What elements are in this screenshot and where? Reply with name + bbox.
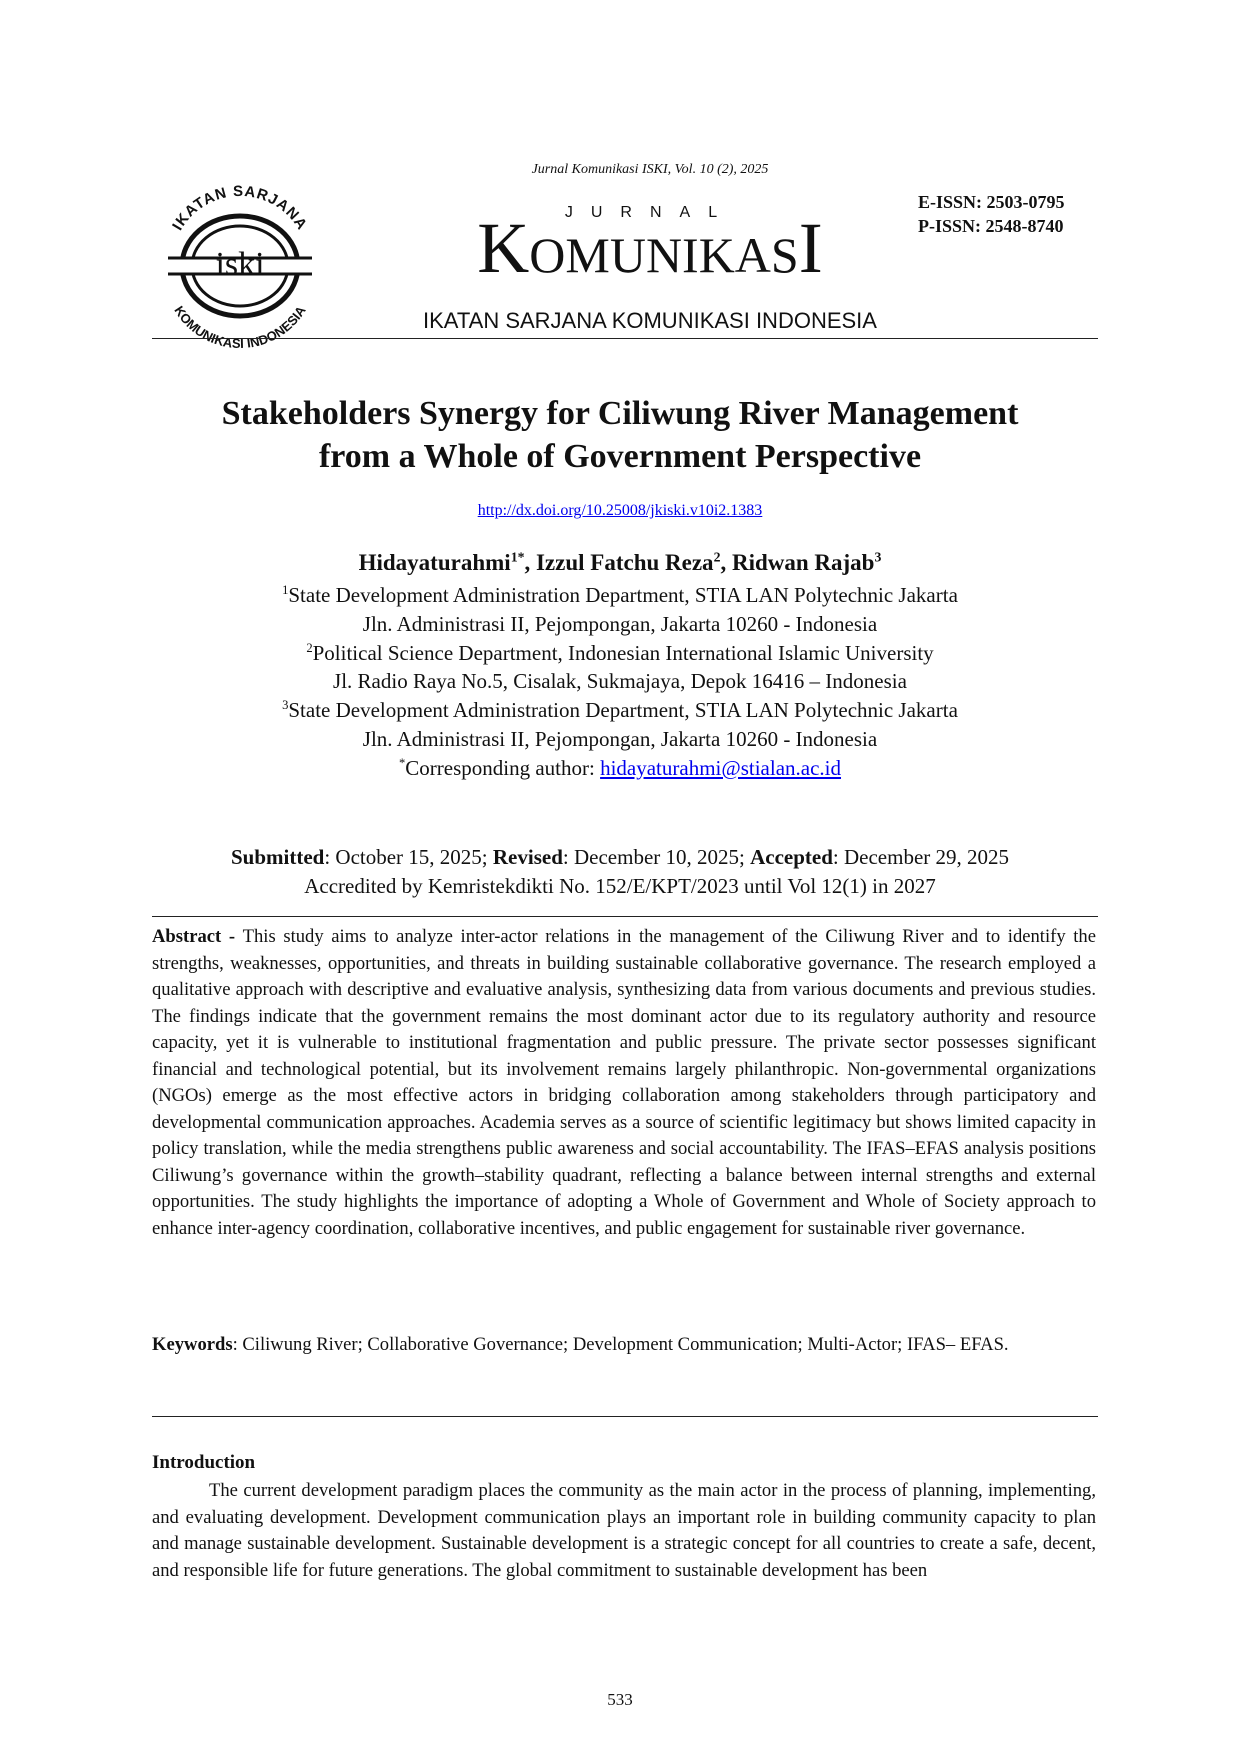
iski-logo <box>150 176 330 348</box>
logo-center-text: iski <box>215 246 265 283</box>
logo-top-arc-text: IKATAN SARJANA <box>169 182 311 234</box>
jurnal-wordmark: JURNAL <box>564 204 736 221</box>
corresponding-author: *Corresponding author: hidayaturahmi@stialan.ac.id <box>398 755 842 780</box>
author-list: Hidayaturahmi$^{1*}$, Izzul Fatchu Reza$^2$, Ridwan Rajab$^3$ <box>358 549 882 575</box>
abstract-bottom-divider <box>152 1416 1098 1417</box>
affiliation-line: Jln. Administrasi II, Pejompongan, Jakarta 10260 - Indonesia <box>362 611 878 636</box>
logo-bottom-arc-text: KOMUNIKASI INDONESIA <box>171 303 309 348</box>
abstract <box>152 924 1096 1242</box>
article-title <box>100 392 1140 478</box>
organization-name: IKATAN SARJANA KOMUNIKASI INDONESIA <box>423 308 877 333</box>
e-issn: E-ISSN: 2503-0795 <box>918 192 1065 212</box>
p-issn: P-ISSN: 2548-8740 <box>918 216 1064 236</box>
author-name: Hidayaturahmi$^{1*}$ <box>358 549 525 575</box>
author-name: Izzul Fatchu Reza$^2$ <box>535 549 721 575</box>
submission-dates: Submitted: October 15, 2025; Revised: December 10, 2025; Accepted: December 29, 2025 <box>230 845 1010 869</box>
issn-block <box>918 190 1065 238</box>
accreditation: Accredited by Kemristekdikti No. 152/E/KPT/2023 until Vol 12(1) in 2027 <box>304 874 936 898</box>
affiliation-line: $^3$State Development Administration Department, STIA LAN Polytechnic Jakarta <box>282 698 958 723</box>
title-line-2: from a Whole of Government Perspective <box>318 438 922 475</box>
affiliation-line: $^2$Political Science Department, Indonesian International Islamic University <box>306 640 934 665</box>
komunikasi-text: KOMUNIKASI <box>477 208 823 288</box>
keywords <box>152 1332 1096 1359</box>
header-divider <box>152 338 1098 339</box>
abstract-text: This study aims to analyze inter-actor relations in the management of the Ciliwung River and to identify the strengths, weaknesses, opportunities, and threats in building sustainable collaborative governance. The research employed a qualitative approach with descriptive and evaluative analysis, synthesizing data from various documents and previous studies. The findings indicate that the government remains the most dominant actor due to its regulatory authority and resource capacity, yet it is vulnerable to institutional fragmentation and public pressure. The private sector possesses significant financial and technological potential, but its involvement remains largely philanthropic. Non-governmental organizations (NGOs) emerge as the most effective actors in bridging collaboration among stakeholders through participatory and developmental communication approaches. Academia serves as a source of scientific legitimacy but shows limited capacity in policy translation, while the media strengthens public awareness and social accountability. The IFAS–EFAS analysis positions Ciliwung’s governance within the growth–stability quadrant, reflecting a balance between internal strengths and external opportunities. The study highlights the importance of adopting a Whole of Government and Whole of Society approach to enhance inter-agency coordination, collaborative incentives, and public engagement for sustainable river governance. <box>152 926 1096 1239</box>
author-name: Ridwan Rajab$^3$ <box>731 549 882 575</box>
keywords-label: Keywords <box>152 1334 233 1355</box>
page-number: 533 <box>607 1690 633 1709</box>
article-dates <box>100 843 1140 901</box>
corresponding-email-link[interactable]: hidayaturahmi@stialan.ac.id <box>600 755 842 780</box>
affiliation-line: Jl. Radio Raya No.5, Cisalak, Sukmajaya, Depok 16416 – Indonesia <box>333 669 907 694</box>
journal-citation-line: Jurnal Komunikasi ISKI, Vol. 10 (2), 2025 <box>531 162 769 177</box>
title-line-1: Stakeholders Synergy for Ciliwung River Management <box>221 395 1019 432</box>
affiliation-line: Jln. Administrasi II, Pejompongan, Jakarta 10260 - Indonesia <box>362 726 878 751</box>
abstract-label: Abstract - <box>152 926 243 947</box>
doi-link[interactable]: http://dx.doi.org/10.25008/jkiski.v10i2.1383 <box>477 502 763 519</box>
komunikasi-wordmark <box>420 208 880 288</box>
keywords-text: : Ciliwung River; Collaborative Governance; Development Communication; Multi-Actor; IFAS– EFAS. <box>232 1334 1009 1355</box>
affiliation-line: $^1$State Development Administration Department, STIA LAN Polytechnic Jakarta <box>282 583 958 607</box>
doi <box>100 502 1140 520</box>
introduction-text: The current development paradigm places the community as the main actor in the process of planning, implementing, and evaluating development. Development communication plays an important role in building community capacity to plan and manage sustainable development. Sustainable development is a strategic concept for all countries to create a safe, decent, and responsible life for future generations. The global commitment to sustainable development has been <box>152 1480 1096 1581</box>
affiliations <box>100 581 1140 783</box>
abstract-top-divider <box>152 916 1098 917</box>
introduction-heading: Introduction <box>152 1452 256 1473</box>
